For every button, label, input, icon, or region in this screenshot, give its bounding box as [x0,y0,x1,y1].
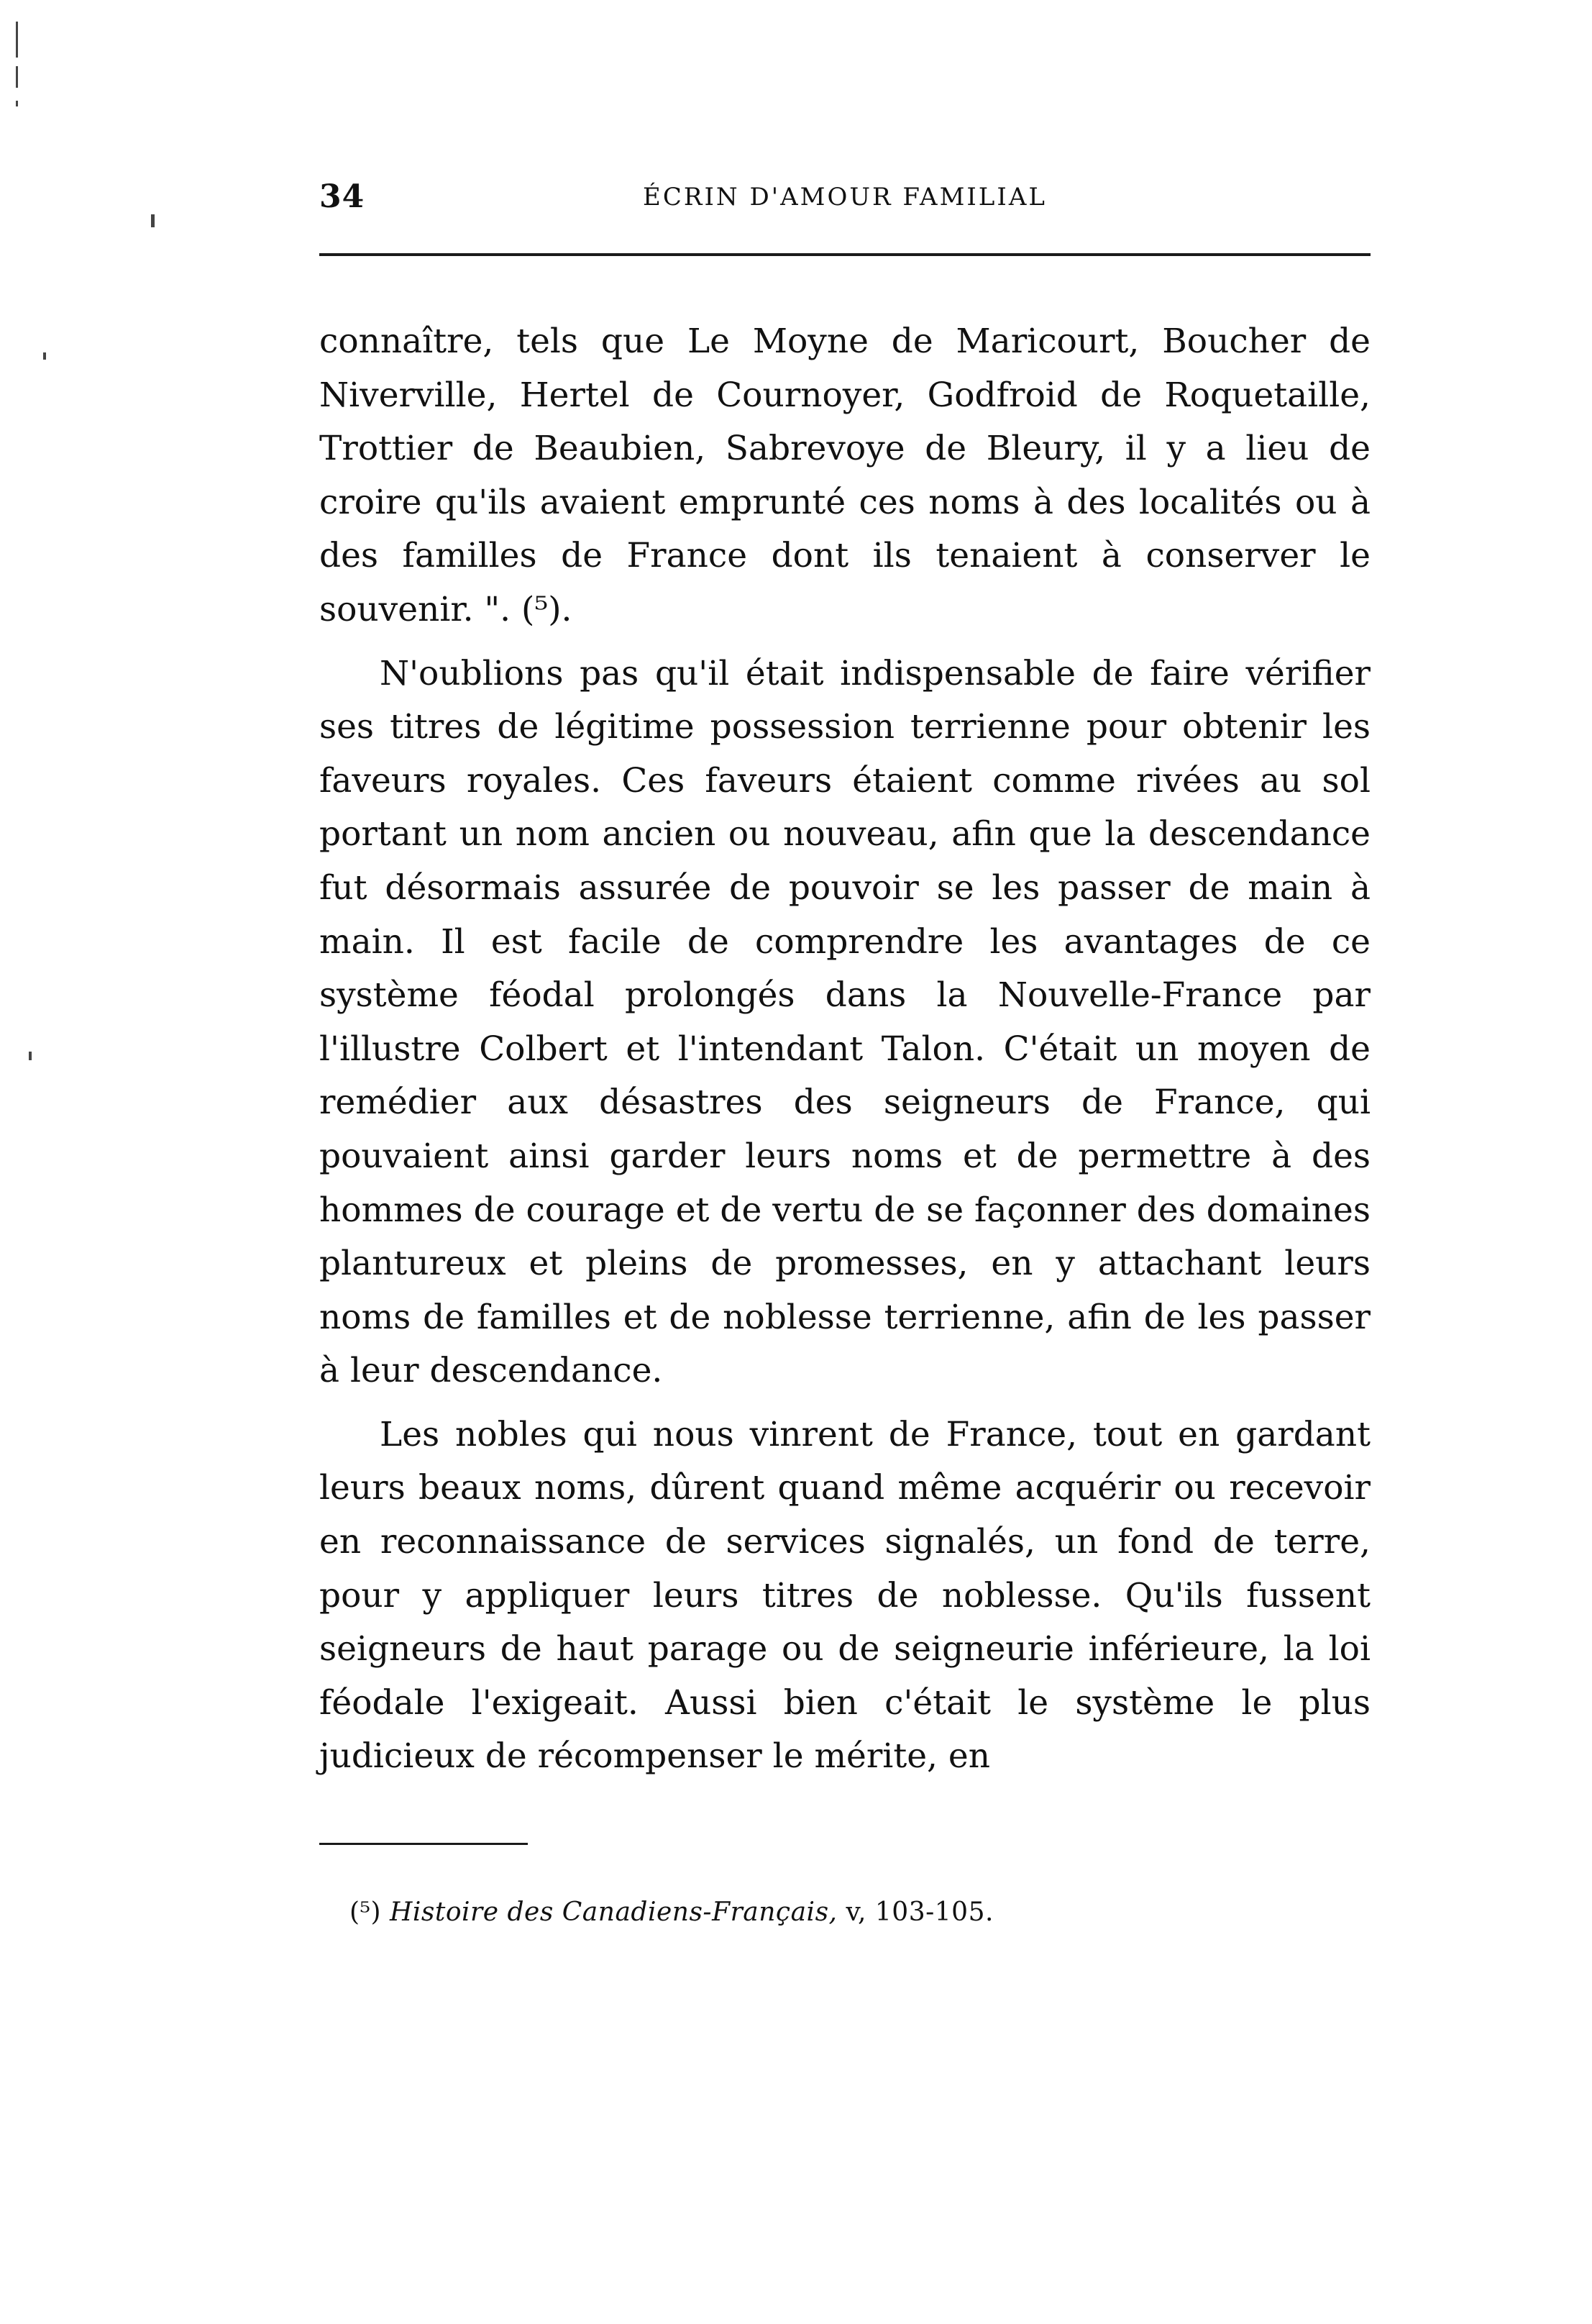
paragraph: N'oublions pas qu'il était indispensable de faire vérifier ses titres de légitime possession terrienne pour obtenir les faveurs royales. Ces faveurs étaient comme rivées au sol portant un nom ancien ou nouveau, afin que la descendance fut désormais assurée de pouvoir se les passer de main à main. Il est facile de comprendre les avantages de ce système féodal prolongés dans la Nouvelle-France par l'illustre Colbert et l'intendant Talon. C'était un moyen de remédier aux désastres des seigneurs de France, qui pouvaient ainsi garder leurs noms et de permettre à des hommes de courage et de vertu de se façonner des domaines plantureux et pleins de promesses, en y attachant leurs noms de familles et de noblesse terrienne, afin de les passer à leur descendance. [319,653,1371,1391]
scan-mark [43,352,46,360]
footnote-rule [319,1843,528,1845]
scan-mark [151,214,155,227]
footnote [349,1897,994,1927]
page-header [319,178,1371,236]
running-title: ÉCRIN D'AMOUR FAMILIAL [643,183,1047,211]
scan-mark [16,22,18,58]
footnote-marker: (⁵) [349,1897,382,1927]
page-number: 34 [319,178,365,215]
scan-mark [16,101,18,106]
footnote-source-title: Histoire des Canadiens-Français, [389,1897,838,1927]
scan-mark [16,66,18,88]
main-text [319,315,1371,1784]
paragraph: Les nobles qui nous vinrent de France, tout en gardant leurs beaux noms, dûrent quand même acquérir ou recevoir en reconnaissance de services signalés, un fond de terre, pour y appliquer leurs titres de noblesse. Qu'ils fussent seigneurs de haut parage ou de seigneurie inférieure, la loi féodale l'exigeait. Aussi bien c'était le système le plus judicieux de récompenser le mérite, en [319,1414,1371,1777]
paragraph-continuation: connaître, tels que Le Moyne de Maricourt, Boucher de Niverville, Hertel de Cournoyer, Godfroid de Roquetaille, Trottier de Beaubien, Sabrevoye de Bleury, il y a lieu de croire qu'ils avaient emprunté ces noms à des localités ou à des familles de France dont ils tenaient à conserver le souvenir. ". (⁵). [319,322,1371,629]
scan-mark [29,1052,32,1060]
header-rule [319,253,1371,256]
footnote-reference: v, 103-105. [846,1897,994,1927]
